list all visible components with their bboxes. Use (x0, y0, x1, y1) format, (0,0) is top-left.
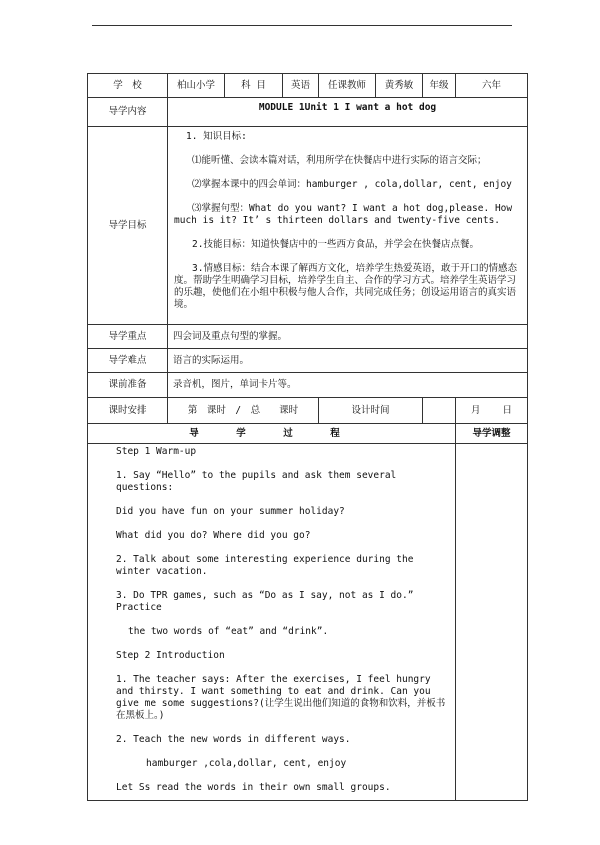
grade-label: 年级 (423, 74, 456, 98)
process-line: 2. Talk about some interesting experience during the winter vacation. (116, 554, 414, 577)
content-label: 导学内容 (88, 98, 168, 127)
goal-paragraph: 1. 知识目标: (186, 131, 247, 142)
difficulty-label: 导学难点 (88, 349, 168, 373)
prep-row (88, 373, 528, 398)
goal-paragraph: 2.技能目标：知道快餐店中的一些西方食品，并学会在快餐店点餐。 (192, 239, 479, 250)
process-line: 1. The teacher says: After the exercises, I feel hungry and thirsty. I want something to eat and drink. Can you give me some suggestions?(让学生说出他们知道的食物和饮料，并板书在黑板上。) (116, 674, 446, 721)
schedule-label: 课时安排 (88, 398, 168, 424)
difficulty-value: 语言的实际运用。 (168, 349, 528, 373)
prep-value: 录音机，图片，单词卡片等。 (168, 373, 528, 398)
grade-value: 六年 (456, 74, 528, 98)
focus-label: 导学重点 (88, 325, 168, 349)
goal-paragraph: 3.情感目标：结合本课了解西方文化，培养学生热爱英语，敢于开口的情感态度。帮助学生明确学习目标，培养学生自主、合作的学习方式。培养学生英语学习的乐趣，使他们在小组中积极与他人合作，共同完成任务；创设运用语言的真实语境。 (174, 263, 517, 310)
lesson-plan-table (87, 73, 528, 801)
process-line: the two words of “eat” and “drink”. (128, 626, 329, 637)
process-header-row (88, 424, 528, 444)
process-line: 1. Say “Hello” to the pupils and ask them several questions: (116, 470, 397, 493)
process-line: What did you do? Where did you go? (116, 530, 311, 541)
content-value: MODULE 1Unit 1 I want a hot dog (168, 98, 528, 127)
process-line: Step 2 Introduction (116, 650, 225, 661)
adjust-content (456, 444, 528, 801)
adjust-title: 导学调整 (456, 424, 528, 444)
focus-row (88, 325, 528, 349)
goals-label: 导学目标 (88, 127, 168, 325)
process-title: 导 学 过 程 (88, 424, 456, 444)
schedule-row (88, 398, 528, 424)
process-line: 3. Do TPR games, such as “Do as I say, not as I do.” Practice (116, 590, 414, 613)
day-label: 日 (502, 404, 512, 416)
process-line: Let Ss read the words in their own small groups. (116, 782, 391, 793)
goals-row (88, 127, 528, 325)
design-time-label: 设计时间 (319, 398, 423, 424)
process-line: 2. Teach the new words in different ways. (116, 734, 351, 745)
goal-paragraph: ⑶掌握句型：What do you want? I want a hot dog,please. How much is it? It’ s thirteen dollars and twenty-five cents. (174, 203, 513, 226)
school-label: 学 校 (88, 74, 168, 98)
goals-content (168, 127, 528, 325)
teacher-label: 任课教师 (319, 74, 376, 98)
subject-label: 科 目 (225, 74, 283, 98)
content-row (88, 98, 528, 127)
header-row (88, 74, 528, 98)
subject-value: 英语 (283, 74, 319, 98)
process-row (88, 444, 528, 801)
design-date (456, 398, 528, 424)
lesson-count: 第 课时 / 总 课时 (168, 398, 319, 424)
process-line: Did you have fun on your summer holiday? (116, 506, 345, 517)
goal-paragraph: ⑵掌握本课中的四会单词：hamburger , cola,dollar, cent, enjoy (192, 179, 512, 190)
process-line: hamburger ,cola,dollar, cent, enjoy (146, 758, 347, 769)
focus-value: 四会词及重点句型的掌握。 (168, 325, 528, 349)
design-time-blank (423, 398, 456, 424)
month-label: 月 (470, 404, 481, 416)
process-line: Step 1 Warm-up (116, 446, 197, 457)
teacher-value: 黄秀敏 (376, 74, 423, 98)
school-value: 柏山小学 (168, 74, 225, 98)
header-rule (92, 25, 512, 26)
goal-paragraph: ⑴能听懂、会读本篇对话，利用所学在快餐店中进行实际的语言交际； (192, 155, 487, 166)
difficulty-row (88, 349, 528, 373)
process-content (88, 444, 456, 801)
prep-label: 课前准备 (88, 373, 168, 398)
